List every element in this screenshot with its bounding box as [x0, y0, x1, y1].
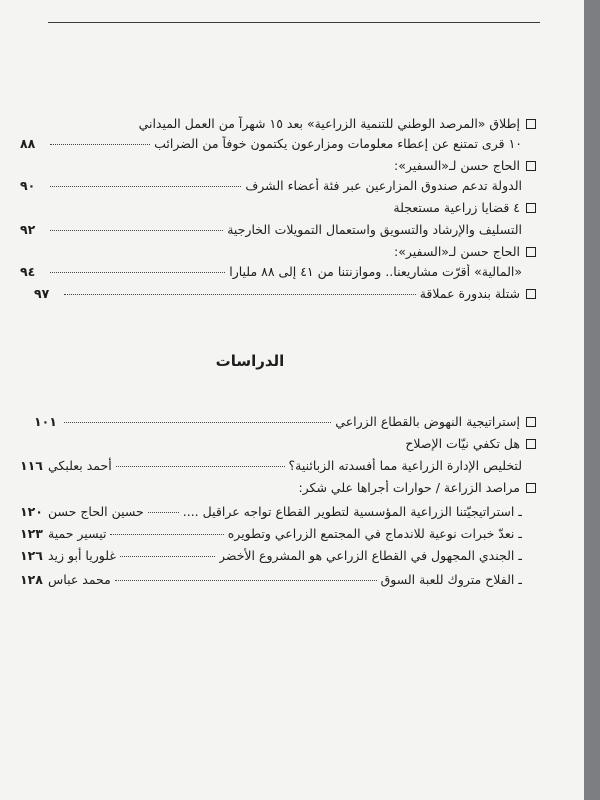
section-heading: الدراسات — [215, 352, 285, 370]
checkbox-square-icon — [526, 439, 536, 449]
toc-entry — [34, 480, 536, 502]
entry-title: ١٠ قرى تمتنع عن إعطاء معلومات ومزارعون يكتمون خوفاً من الضرائب — [154, 136, 522, 151]
entry-title: شتلة بندورة عملاقة — [419, 286, 520, 301]
entry-title: «المالية» أقرّت مشاريعنا.. وموازنتنا من ٤١ إلى ٨٨ مليارا — [229, 264, 522, 279]
page-number: ٩٧ — [34, 286, 50, 301]
entry-title: مراصد الزراعة / حوارات أجراها علي شكر: — [298, 480, 520, 495]
page-number: ١١٦ — [20, 458, 43, 473]
dot-leader — [50, 144, 150, 145]
checkbox-square-icon — [526, 161, 536, 171]
page-number: ١٢٨ — [20, 572, 43, 587]
entry-title: إستراتيجية النهوض بالقطاع الزراعي — [335, 414, 520, 429]
toc-entry — [34, 436, 536, 458]
entry-title: لتخليص الإدارة الزراعية مما أفسدته الزبائنية؟ — [288, 458, 522, 473]
toc-entry — [20, 136, 536, 158]
entry-author: أحمد بعلبكي — [48, 458, 112, 473]
dot-leader — [64, 422, 331, 423]
dot-leader — [50, 272, 225, 273]
page-number: ١٢٣ — [20, 526, 43, 541]
entry-title: ٤ قضايا زراعية مستعجلة — [393, 200, 520, 215]
entry-title: هل تكفي نيّات الإصلاح — [405, 436, 520, 451]
entry-title: إطلاق «المرصد الوطني للتنمية الزراعية» بعد ١٥ شهراً من العمل الميداني — [138, 116, 520, 131]
toc-entry — [20, 504, 536, 526]
toc-entry — [34, 286, 536, 308]
dot-leader — [148, 512, 179, 513]
toc-entry — [34, 414, 536, 436]
page-number: ٩٤ — [20, 264, 36, 279]
page-number: ٩٢ — [20, 222, 36, 237]
dot-leader — [50, 230, 223, 231]
top-rule — [48, 22, 540, 23]
entry-author: حسين الحاج حسن — [48, 504, 144, 519]
entry-title: الحاج حسن لـ«السفير»: — [394, 158, 520, 173]
toc-entry — [20, 178, 536, 200]
toc-entry — [20, 572, 536, 594]
toc-entry — [20, 264, 536, 286]
entry-author: تيسير حمية — [48, 526, 107, 541]
checkbox-square-icon — [526, 203, 536, 213]
page-number: ٨٨ — [20, 136, 36, 151]
entry-title: ـ نعدّ خبرات نوعية للاندماج في المجتمع الزراعي وتطويره — [227, 526, 522, 541]
checkbox-square-icon — [526, 417, 536, 427]
toc-entry — [20, 458, 536, 480]
dot-leader — [115, 580, 377, 581]
toc-entry — [20, 548, 536, 570]
dot-leader — [116, 466, 285, 467]
toc-entry — [34, 200, 536, 222]
page-number: ١٠١ — [34, 414, 57, 429]
checkbox-square-icon — [526, 119, 536, 129]
checkbox-square-icon — [526, 247, 536, 257]
entry-title: التسليف والإرشاد والتسويق واستعمال التمويلات الخارجية — [227, 222, 522, 237]
dot-leader — [64, 294, 416, 295]
toc-entry — [34, 116, 536, 138]
entry-title: ـ الفلاح متروك للعبة السوق — [380, 572, 522, 587]
entry-title: ـ الجندي المجهول في القطاع الزراعي هو المشروع الأخضر — [218, 548, 522, 563]
dot-leader — [110, 534, 223, 535]
entry-author: محمد عباس — [48, 572, 111, 587]
dot-leader — [120, 556, 215, 557]
toc-entry — [20, 222, 536, 244]
entry-author: غلوريا أبو زيد — [48, 548, 116, 563]
toc-entry — [34, 158, 536, 180]
checkbox-square-icon — [526, 483, 536, 493]
dot-leader — [50, 186, 241, 187]
entry-title: الحاج حسن لـ«السفير»: — [394, 244, 520, 259]
page-number: ٩٠ — [20, 178, 36, 193]
entry-title: الدولة تدعم صندوق المزارعين عبر فئة أعضاء الشرف — [245, 178, 522, 193]
checkbox-square-icon — [526, 289, 536, 299]
toc-entry — [34, 244, 536, 266]
entry-title: ـ استراتيجيّتنا الزراعية المؤسسية لتطوير القطاع تواجه عراقيل .... — [182, 504, 522, 519]
page-number: ١٢٦ — [20, 548, 43, 563]
page-number: ١٢٠ — [20, 504, 43, 519]
toc-entry — [20, 526, 536, 548]
